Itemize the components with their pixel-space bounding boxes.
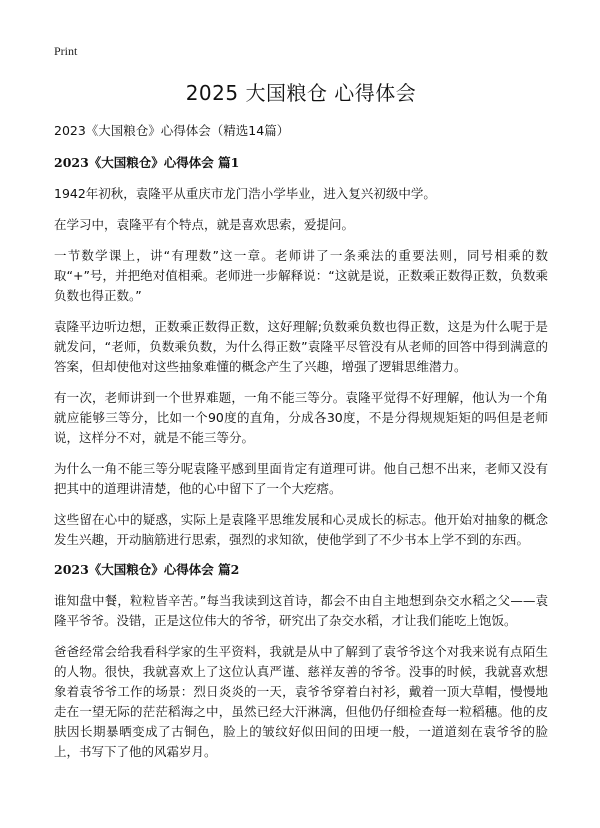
page-title: 2025 大国粮仓 心得体会 — [185, 81, 417, 105]
paragraph: 一节数学课上，讲“有理数”这一章。老师讲了一条乘法的重要法则，同号相乘的数取“+”号，并把绝对值相乘。老师进一步解释说：“这就是说，正数乘正数得正数，负数乘负数也得正数。” — [54, 248, 548, 303]
section-1 — [54, 154, 548, 550]
print-label: Print — [54, 44, 78, 58]
paragraph: 有一次，老师讲到一个世界难题，一角不能三等分。袁隆平觉得不好理解，他认为一个角就应能够三等分，比如一个90度的直角，分成各30度，不是分得规规矩矩的吗但是老师说，这样分不对，就是不能三等分。 — [54, 390, 548, 445]
section-2 — [54, 561, 548, 762]
section-heading: 2023《大国粮仓》心得体会 篇2 — [54, 562, 240, 577]
paragraph: 这些留在心中的疑惑，实际上是袁隆平思维发展和心灵成长的标志。他开始对抽象的概念发生兴趣，开动脑筋进行思索，强烈的求知欲，使他学到了不少书本上学不到的东西。 — [54, 512, 548, 547]
paragraph: 谁知盘中餐，粒粒皆辛苦。”每当我读到这首诗，都会不由自主地想到杂交水稻之父——袁隆平爷爷。没错，正是这位伟大的爷爷，研究出了杂交水稻，才让我们能吃上饱饭。 — [54, 593, 548, 628]
paragraph: 为什么一角不能三等分呢袁隆平感到里面肯定有道理可讲。他自己想不出来，老师又没有把其中的道理讲清楚，他的心中留下了一个大疙瘩。 — [54, 461, 548, 496]
paragraph: 袁隆平边听边想，正数乘正数得正数，这好理解;负数乘负数也得正数，这是为什么呢于是就发问，“老师，负数乘负数，为什么得正数”袁隆平尽管没有从老师的回答中得到满意的答案，但却使他对这些抽象难懂的概念产生了兴趣，增强了逻辑思维潜力。 — [54, 319, 548, 374]
document-subtitle: 2023《大国粮仓》心得体会（精选14篇） — [54, 123, 290, 138]
paragraph: 1942年初秋，袁隆平从重庆市龙门浩小学毕业，进入复兴初级中学。 — [54, 186, 436, 201]
paragraph: 在学习中，袁隆平有个特点，就是喜欢思索，爱提问。 — [54, 217, 355, 232]
paragraph: 爸爸经常会给我看科学家的生平资料，我就是从中了解到了袁爷爷这个对我来说有点陌生的人物。很快，我就喜欢上了这位认真严谨、慈祥友善的爷爷。没事的时候，我就喜欢想象着袁爷爷工作的场景：烈日炎炎的一天，袁爷爷穿着白衬衫，戴着一顶大草帽，慢慢地走在一望无际的茫茫稻海之中，虽然已经大汗淋漓，但他仍仔细检查每一粒稻穗。他的皮肤因长期暴晒变成了古铜色，脸上的皱纹好似田间的田埂一般，一道道刻在袁爷爷的脸上，书写下了他的风霜岁月。 — [54, 644, 548, 759]
section-heading: 2023《大国粮仓》心得体会 篇1 — [54, 155, 240, 170]
